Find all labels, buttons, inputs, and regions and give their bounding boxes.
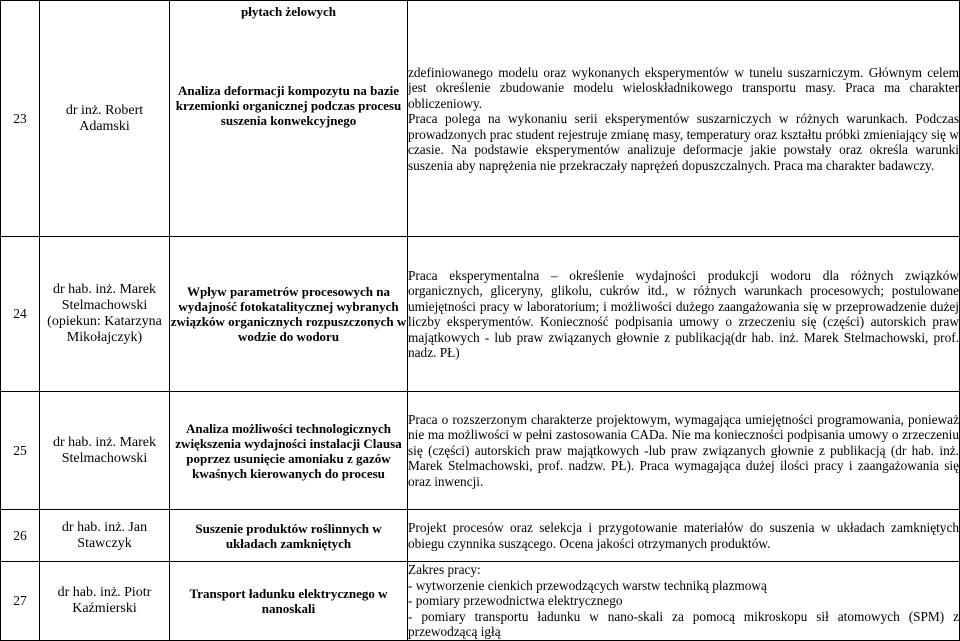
supervisor-cell: dr hab. inż. Jan Stawczyk — [40, 510, 170, 562]
supervisor-cell: dr hab. inż. Piotr Kaźmierski — [40, 562, 170, 641]
description-cell — [408, 392, 960, 510]
table-row — [1, 1, 960, 237]
row-number: 23 — [1, 1, 40, 237]
description-cell — [408, 562, 960, 641]
description-paragraph: zdefiniowanego modelu oraz wykonanych eksperymentów w tunelu suszarniczym. Głównym celem jest określenie zbudowanie modelu wieloskładnikowego transportu masy. Praca ma charakter obliczeniowy. — [408, 64, 959, 111]
thesis-title: Suszenie produktów roślinnych w układach zamkniętych — [170, 510, 408, 562]
row-number: 24 — [1, 237, 40, 392]
description-paragraph: Praca o rozszerzonym charakterze projektowym, wymagająca umiejętności programowania, ponieważ nie ma możliwości w pełni zastosowania CADa. Nie ma konieczności podpisania umowy o zrzeczeniu się (części) autorskich praw majątkowych -lub praw związanych głownie z publikacją (dr hab. inż. Marek Stelmachowski, prof. nadzw. PŁ). Praca wymagająca dużej ilości pracy i zaangażowania się oraz inwencji. — [408, 411, 959, 489]
description-cell — [408, 237, 960, 392]
description-cell — [408, 510, 960, 562]
description-line: - pomiary transportu ładunku w nano-skali za pomocą mikroskopu sił atomowych (SPM) z przewodzącą igłą — [408, 608, 959, 639]
supervisor-cell: dr hab. inż. Marek Stelmachowski — [40, 392, 170, 510]
description-paragraph: Praca polega na wykonaniu serii eksperymentów suszarniczych w różnych warunkach. Podczas prowadzonych prac student rejestruje zmianę masy, temperatury oraz kształtu próbki zmieniający się w czasie. Na podstawie eksperymentów analizuje deformacje jakie powstały oraz określa warunki suszenia aby naprężenia nie przekraczały naprężeń dopuszczalnych. Praca ma charakter badawczy. — [408, 111, 959, 173]
thesis-title: Analiza możliwości technologicznych zwiększenia wydajności instalacji Clausa poprzez usunięcie amoniaku z gazów kwaśnych kierowanych do procesu — [170, 392, 408, 510]
description-line: - wytworzenie cienkich przewodzących warstw techniką plazmową — [408, 577, 767, 593]
thesis-title: Wpływ parametrów procesowych na wydajność fotokatalitycznej wybranych związków organicznych rozpuszczonych w wodzie do wodoru — [170, 237, 408, 392]
description-line: - pomiary przewodnictwa elektrycznego — [408, 593, 623, 608]
description-cell — [408, 1, 960, 237]
table-row — [1, 510, 960, 562]
row-number: 25 — [1, 392, 40, 510]
thesis-title: Analiza deformacji kompozytu na bazie krzemionki organicznej podczas procesu suszenia konwekcyjnego — [175, 83, 402, 128]
table-row — [1, 562, 960, 641]
table-row — [1, 392, 960, 510]
description-line: Zakres pracy: — [408, 562, 481, 577]
description-paragraph: Praca eksperymentalna – określenie wydajności produkcji wodoru dla różnych związków organicznych, gliceryny, glikolu, cukrów itd., w różnych warunkach procesowych; postulowane umiejętności pracy w laboratorium; i możliwości dużego zaangażowania się w przeprowadzenie dużej liczby eksperymentów. Konieczność podpisania umowy o zrzeczeniu się (części) autorskich praw majątkowych - lub praw związanych głownie z publikacją(dr hab. inż. Marek Stelmachowski, prof. nadz. PŁ) — [408, 267, 959, 360]
row-number: 26 — [1, 510, 40, 562]
supervisor-cell: dr inż. Robert Adamski — [40, 1, 170, 237]
thesis-title: Transport ładunku elektrycznego w nanoskali — [170, 562, 408, 641]
title-continuation: płytach żelowych — [241, 4, 336, 19]
table-row — [1, 237, 960, 392]
title-cell — [170, 1, 408, 237]
description-paragraph: Projekt procesów oraz selekcja i przygotowanie materiałów do suszenia w układach zamkniętych obiegu czynnika suszącego. Ocena jakości otrzymanych produktów. — [408, 520, 959, 551]
row-number: 27 — [1, 562, 40, 641]
supervisor-cell: dr hab. inż. Marek Stelmachowski (opiekun: Katarzyna Mikołajczyk) — [40, 237, 170, 392]
